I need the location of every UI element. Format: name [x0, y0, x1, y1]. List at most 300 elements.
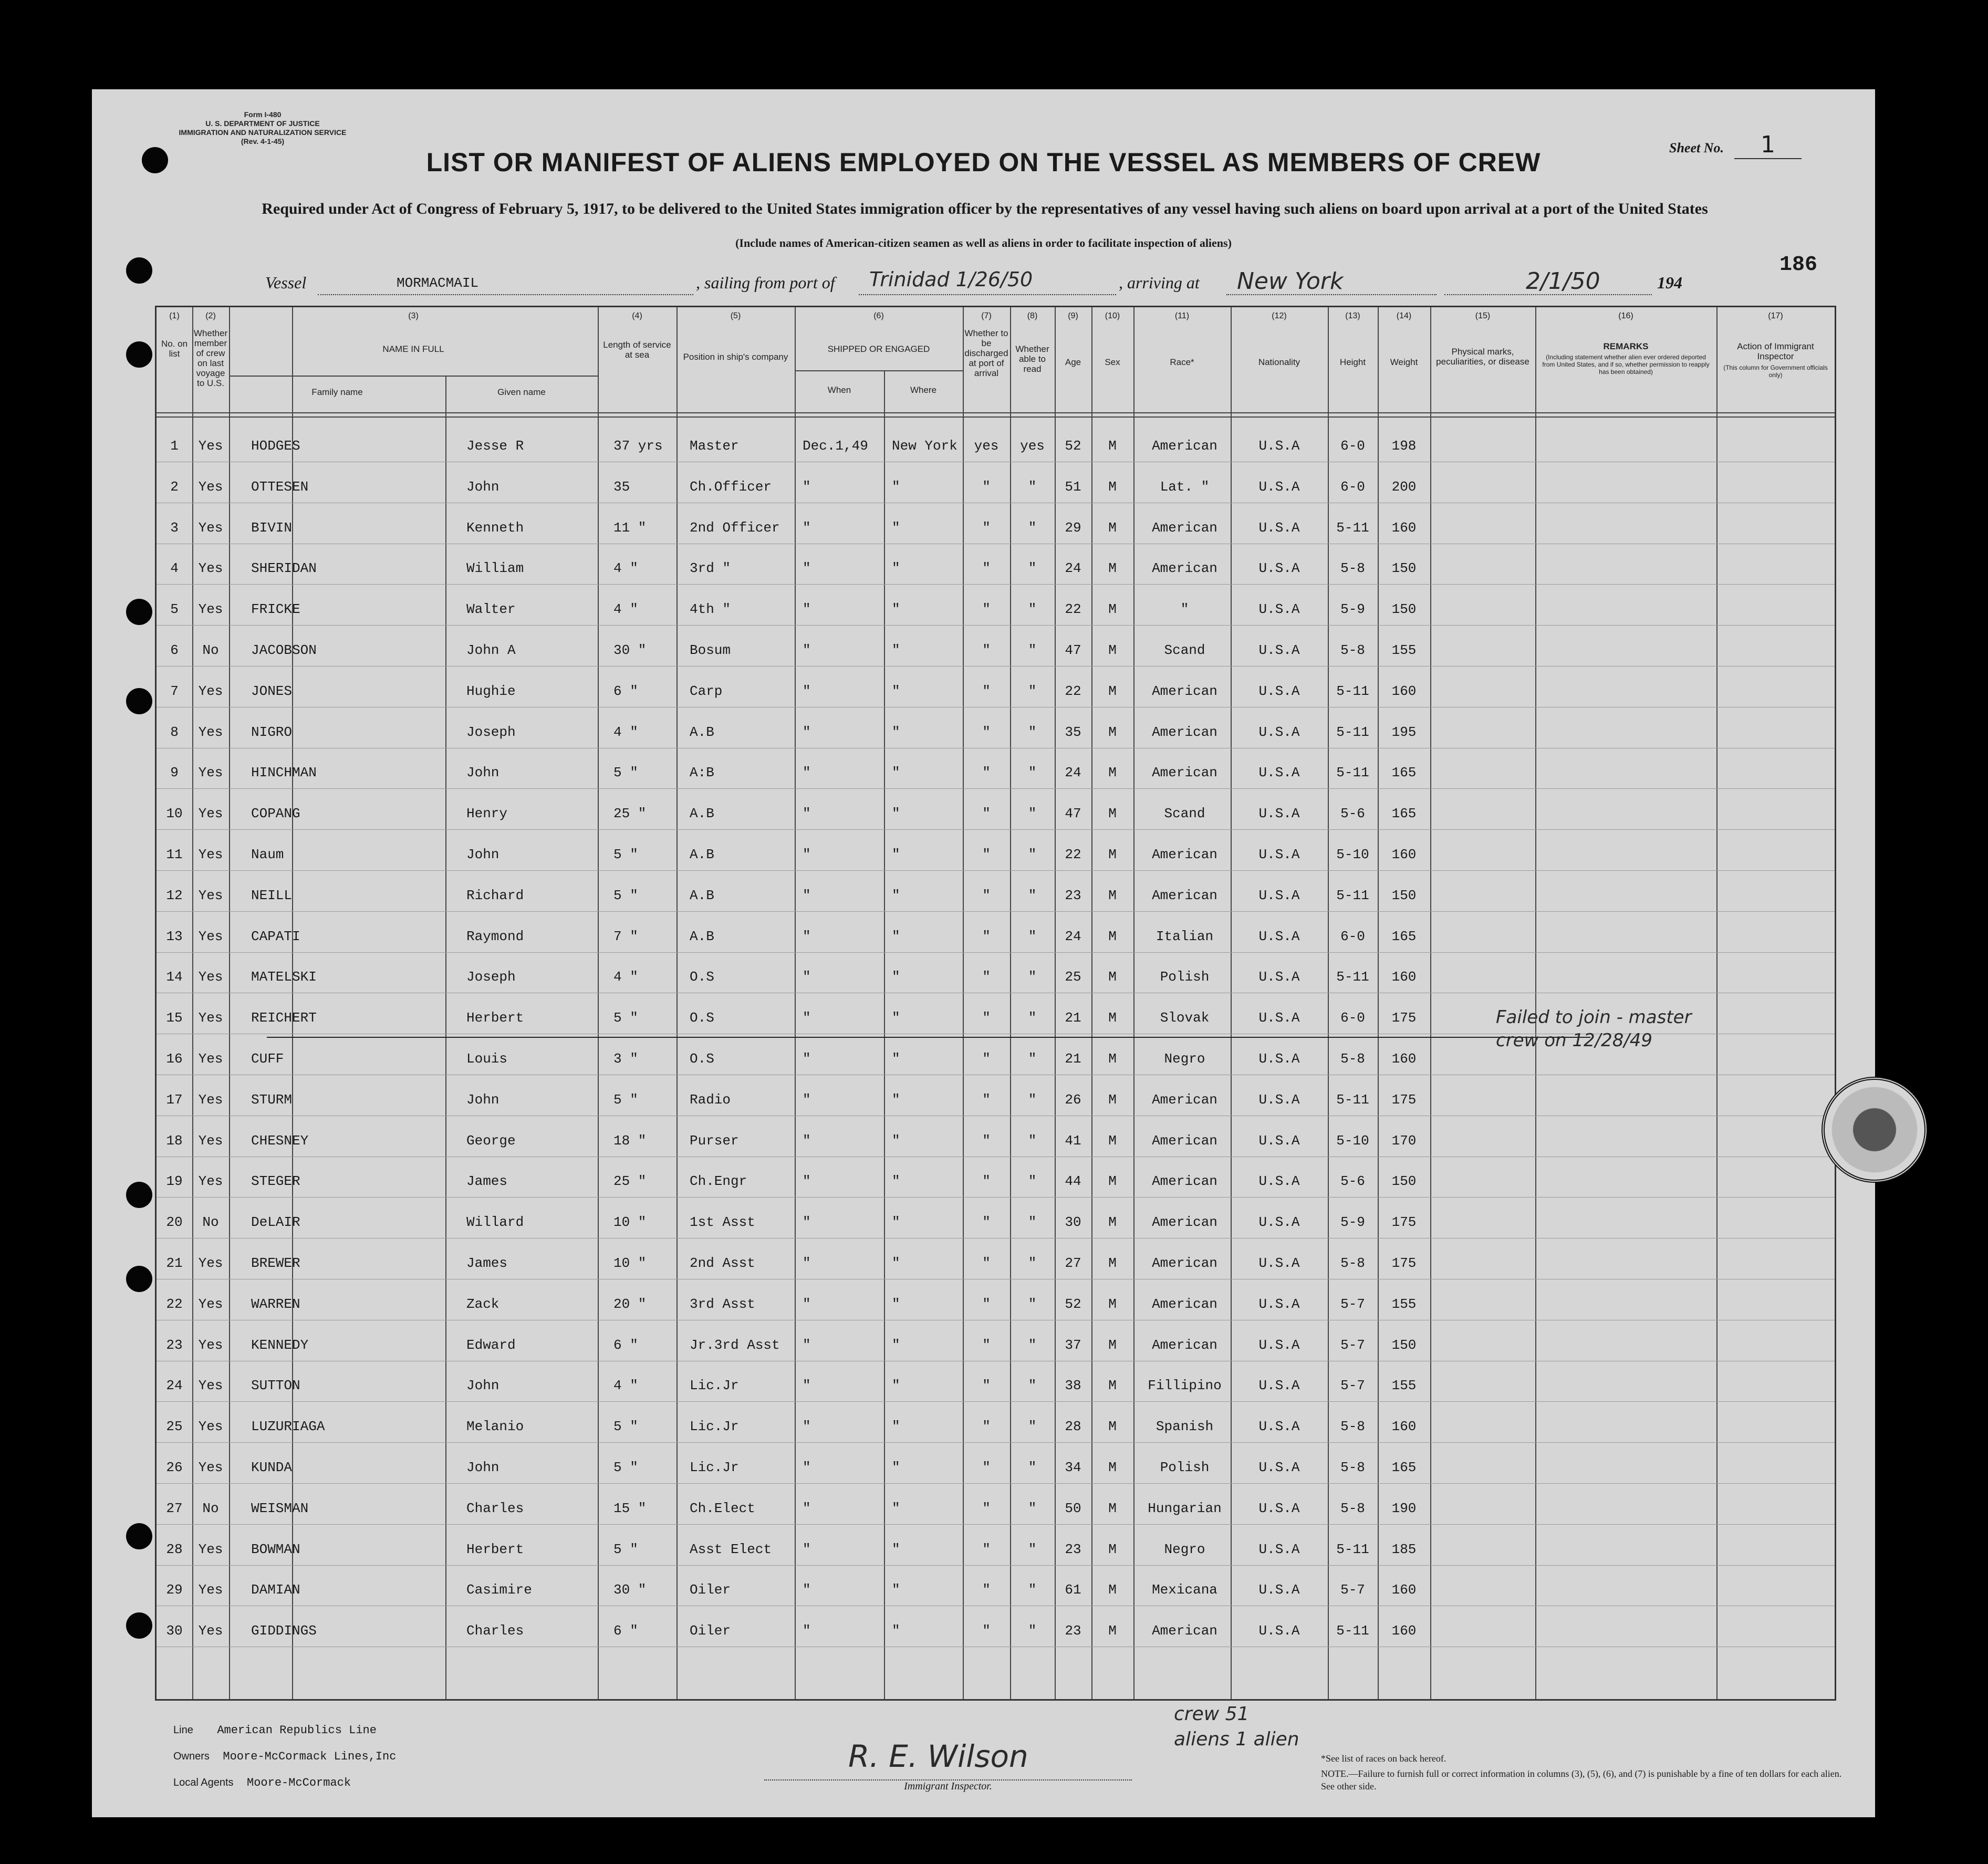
cell-race: American	[1152, 1255, 1217, 1271]
cell-read: "	[1028, 806, 1037, 822]
cell-where: "	[892, 1378, 900, 1394]
cell-sex: M	[1108, 1460, 1117, 1475]
cell-nat: U.S.A	[1258, 969, 1300, 985]
cell-disch: "	[982, 560, 991, 577]
cell-no: 28	[166, 1541, 183, 1557]
col-num: (16)	[1618, 311, 1633, 320]
cell-age: 22	[1065, 601, 1081, 618]
col-header-when: When	[827, 385, 851, 395]
cell-last: Yes	[198, 765, 223, 781]
cell-disch: "	[982, 887, 991, 903]
cell-last: Yes	[198, 1541, 223, 1557]
cell-no: 27	[166, 1500, 183, 1516]
cell-where: "	[892, 969, 900, 985]
cell-where: "	[892, 560, 900, 577]
cell-last: Yes	[198, 560, 223, 577]
table-row	[157, 839, 1835, 871]
cell-last: No	[202, 1500, 219, 1516]
cell-when: "	[803, 765, 811, 781]
cell-age: 22	[1065, 847, 1081, 862]
cell-where: "	[892, 724, 900, 740]
cell-family: LUZURIAGA	[251, 1419, 325, 1435]
col-header-where: Where	[910, 385, 937, 395]
cell-age: 44	[1065, 1173, 1081, 1190]
arriving-label: , arriving at	[1119, 273, 1200, 292]
cell-sex: M	[1108, 724, 1117, 740]
cell-race: American	[1152, 1214, 1217, 1231]
cell-race: Polish	[1160, 1460, 1210, 1475]
cell-race: Scand	[1164, 642, 1205, 658]
cell-position: Lic.Jr	[690, 1419, 739, 1435]
cell-sex: M	[1108, 1132, 1117, 1149]
cell-where: "	[892, 1091, 900, 1108]
cell-where: "	[892, 519, 900, 536]
cell-age: 38	[1065, 1378, 1081, 1394]
cell-sex: M	[1108, 1623, 1117, 1639]
cell-given: Charles	[466, 1623, 524, 1639]
col-num: (1)	[169, 311, 180, 320]
cell-weight: 160	[1391, 1051, 1417, 1067]
col-header-weight: Weight	[1390, 357, 1418, 367]
cell-age: 37	[1065, 1337, 1081, 1353]
cell-disch: "	[982, 601, 991, 618]
cell-family: JONES	[251, 683, 293, 699]
cell-position: Lic.Jr	[690, 1460, 739, 1475]
cell-service: 11 "	[613, 519, 647, 536]
cell-age: 27	[1065, 1255, 1081, 1271]
cell-no: 16	[166, 1051, 183, 1067]
cell-nat: U.S.A	[1258, 1296, 1300, 1312]
cell-position: Asst Elect	[690, 1541, 772, 1557]
cell-position: Oiler	[690, 1623, 731, 1639]
cell-weight: 160	[1391, 1582, 1417, 1598]
cell-race: American	[1152, 1091, 1217, 1108]
cell-sex: M	[1108, 478, 1117, 495]
cell-no: 15	[166, 1010, 183, 1026]
cell-disch: "	[982, 1419, 991, 1435]
col-header-name: NAME IN FULL	[382, 344, 444, 354]
table-row	[157, 962, 1835, 993]
cell-family: BREWER	[251, 1255, 300, 1271]
cell-service: 5 "	[613, 765, 638, 781]
cell-weight: 160	[1391, 683, 1417, 699]
cell-service: 30 "	[613, 1582, 647, 1598]
cell-when: "	[803, 969, 811, 985]
cell-sex: M	[1108, 969, 1117, 985]
col-header-last-voyage: Whether member of crew on last voyage to U.S.	[193, 328, 228, 388]
cell-race: Negro	[1164, 1541, 1205, 1557]
cell-nat: U.S.A	[1258, 601, 1300, 618]
cell-when: "	[803, 601, 811, 618]
cell-height: 5-6	[1340, 806, 1365, 822]
table-row	[157, 676, 1835, 707]
cell-family: HINCHMAN	[251, 765, 317, 781]
cell-no: 17	[166, 1091, 183, 1108]
cell-family: CAPATI	[251, 928, 300, 944]
table-row	[157, 1166, 1835, 1197]
cell-sex: M	[1108, 1091, 1117, 1108]
cell-sex: M	[1108, 1419, 1117, 1435]
table-row	[157, 553, 1835, 585]
cell-weight: 150	[1391, 1337, 1417, 1353]
cell-nat: U.S.A	[1258, 519, 1300, 536]
cell-family: DeLAIR	[251, 1214, 300, 1231]
cell-weight: 165	[1391, 806, 1417, 822]
cell-given: Edward	[466, 1337, 516, 1353]
cell-height: 5-10	[1336, 847, 1369, 862]
col-num: (9)	[1068, 311, 1078, 320]
cell-no: 6	[170, 642, 179, 658]
cell-position: Ch.Officer	[690, 478, 772, 495]
cell-weight: 175	[1391, 1010, 1417, 1026]
cell-disch: "	[982, 928, 991, 944]
cell-when: "	[803, 1378, 811, 1394]
table-row	[157, 1207, 1835, 1238]
punch-hole	[126, 257, 152, 284]
cell-when: "	[803, 1500, 811, 1516]
cell-nat: U.S.A	[1258, 1541, 1300, 1557]
col-header-height: Height	[1339, 357, 1366, 367]
cell-read: "	[1028, 1051, 1037, 1067]
cell-last: Yes	[198, 438, 223, 454]
cell-race: American	[1152, 1623, 1217, 1639]
cell-position: 2nd Asst	[690, 1255, 755, 1271]
cell-given: Charles	[466, 1500, 524, 1516]
cell-nat: U.S.A	[1258, 1091, 1300, 1108]
cell-service: 6 "	[613, 683, 638, 699]
cell-disch: "	[982, 1378, 991, 1394]
cell-disch: "	[982, 683, 991, 699]
cell-given: George	[466, 1132, 516, 1149]
col-num: (3)	[408, 311, 419, 320]
cell-where: "	[892, 478, 900, 495]
cell-nat: U.S.A	[1258, 1051, 1300, 1067]
cell-family: KUNDA	[251, 1460, 293, 1475]
col-header-family-name: Family name	[311, 387, 363, 397]
cell-age: 52	[1065, 1296, 1081, 1312]
cell-family: STURM	[251, 1091, 293, 1108]
cell-position: O.S	[690, 969, 714, 985]
cell-nat: U.S.A	[1258, 724, 1300, 740]
punch-hole	[126, 688, 152, 714]
cell-given: Herbert	[466, 1010, 524, 1026]
cell-position: 4th "	[690, 601, 731, 618]
serial-number: 186	[1779, 253, 1817, 277]
cell-no: 21	[166, 1255, 183, 1271]
cell-race: Negro	[1164, 1051, 1205, 1067]
cell-when: "	[803, 1541, 811, 1557]
cell-age: 24	[1065, 928, 1081, 944]
cell-sex: M	[1108, 601, 1117, 618]
col-num: (11)	[1174, 311, 1190, 320]
owners-value: Moore-McCormack Lines,Inc	[223, 1750, 397, 1763]
punch-hole	[126, 599, 152, 625]
col-num: (10)	[1105, 311, 1120, 320]
cell-height: 5-7	[1340, 1582, 1365, 1598]
table-row	[157, 798, 1835, 830]
cell-where: "	[892, 1541, 900, 1557]
cell-read: "	[1028, 1010, 1037, 1026]
cell-no: 11	[166, 847, 183, 862]
cell-disch: "	[982, 1337, 991, 1353]
cell-position: A.B	[690, 887, 714, 903]
cell-given: James	[466, 1173, 508, 1190]
table-row	[157, 635, 1835, 667]
inspector-signature: R. E. Wilson	[848, 1738, 1028, 1774]
cell-no: 14	[166, 969, 183, 985]
table-row	[157, 1534, 1835, 1566]
table-row	[157, 1248, 1835, 1279]
cell-age: 21	[1065, 1010, 1081, 1026]
cell-nat: U.S.A	[1258, 928, 1300, 944]
vessel-name: MORMACMAIL	[397, 275, 479, 291]
vessel-label: Vessel	[265, 273, 307, 292]
cell-when: "	[803, 683, 811, 699]
cell-family: JACOBSON	[251, 642, 317, 658]
cell-no: 20	[166, 1214, 183, 1231]
sailing-label: , sailing from port of	[696, 273, 835, 292]
cell-weight: 150	[1391, 1173, 1417, 1190]
cell-nat: U.S.A	[1258, 1010, 1300, 1026]
cell-where: "	[892, 1623, 900, 1639]
cell-read: "	[1028, 1500, 1037, 1516]
cell-height: 5-11	[1336, 519, 1369, 536]
cell-nat: U.S.A	[1258, 438, 1300, 454]
cell-when: "	[803, 928, 811, 944]
cell-position: 3rd Asst	[690, 1296, 755, 1312]
cell-service: 30 "	[613, 642, 647, 658]
footer-owners	[173, 1749, 396, 1763]
cell-read: "	[1028, 765, 1037, 781]
cell-read: "	[1028, 969, 1037, 985]
cell-family: FRICKE	[251, 601, 300, 618]
cell-race: American	[1152, 438, 1217, 454]
cell-when: "	[803, 1214, 811, 1231]
cell-when: "	[803, 1091, 811, 1108]
cell-sex: M	[1108, 928, 1117, 944]
cell-family: STEGER	[251, 1173, 300, 1190]
col-num: (4)	[632, 311, 642, 320]
cell-height: 6-0	[1340, 478, 1365, 495]
table-row	[157, 1452, 1835, 1484]
cell-race: American	[1152, 683, 1217, 699]
cell-nat: U.S.A	[1258, 1623, 1300, 1639]
cell-nat: U.S.A	[1258, 1582, 1300, 1598]
col-header-remarks: REMARKS	[1603, 341, 1649, 351]
cell-height: 5-6	[1340, 1173, 1365, 1190]
cell-age: 25	[1065, 969, 1081, 985]
cell-when: "	[803, 806, 811, 822]
cell-read: "	[1028, 724, 1037, 740]
cell-family: Naum	[251, 847, 284, 862]
cell-where: "	[892, 1419, 900, 1435]
cell-last: Yes	[198, 1460, 223, 1475]
col-num: (17)	[1768, 311, 1783, 320]
cell-service: 25 "	[613, 1173, 647, 1190]
cell-when: "	[803, 642, 811, 658]
cell-family: BIVIN	[251, 519, 293, 536]
cell-last: Yes	[198, 1296, 223, 1312]
crew-count-note: crew 51 aliens 1 alien	[1174, 1703, 1299, 1750]
cell-read: yes	[1020, 438, 1045, 454]
table-row	[157, 1575, 1835, 1606]
cell-family: COPANG	[251, 806, 300, 822]
cell-age: 23	[1065, 1541, 1081, 1557]
line-label: Line	[173, 1724, 193, 1736]
cell-read: "	[1028, 1091, 1037, 1108]
cell-given: Melanio	[466, 1419, 524, 1435]
cell-when: "	[803, 847, 811, 862]
cell-sex: M	[1108, 1010, 1117, 1026]
cell-read: "	[1028, 1337, 1037, 1353]
cell-nat: U.S.A	[1258, 1419, 1300, 1435]
cell-read: "	[1028, 1378, 1037, 1394]
cell-where: "	[892, 601, 900, 618]
cell-given: Kenneth	[466, 519, 524, 536]
cell-where: "	[892, 683, 900, 699]
note-text: —Failure to furnish full or correct information in columns (3), (5), (6), and (7) is punishable by a fine of ten dollars for each alien. See other side.	[1321, 1768, 1842, 1792]
cell-sex: M	[1108, 1051, 1117, 1067]
cell-read: "	[1028, 683, 1037, 699]
cell-family: SUTTON	[251, 1378, 300, 1394]
cell-given: Joseph	[466, 724, 516, 740]
footer-line	[173, 1723, 377, 1737]
cell-given: John	[466, 765, 499, 781]
cell-position: 1st Asst	[690, 1214, 755, 1231]
cell-age: 21	[1065, 1051, 1081, 1067]
cell-given: Willard	[466, 1214, 524, 1231]
table-row	[157, 1493, 1835, 1525]
cell-last: Yes	[198, 1419, 223, 1435]
cell-given: Richard	[466, 887, 524, 903]
punch-hole	[126, 1523, 152, 1549]
cell-race: American	[1152, 1337, 1217, 1353]
cell-race: American	[1152, 887, 1217, 903]
cell-disch: "	[982, 847, 991, 862]
cell-last: Yes	[198, 1337, 223, 1353]
cell-nat: U.S.A	[1258, 1214, 1300, 1231]
cell-height: 5-8	[1340, 1419, 1365, 1435]
cell-disch: "	[982, 1460, 991, 1475]
cell-height: 5-7	[1340, 1378, 1365, 1394]
cell-last: Yes	[198, 1623, 223, 1639]
cell-position: Jr.3rd Asst	[690, 1337, 780, 1353]
cell-race: American	[1152, 1132, 1217, 1149]
col-header-race: Race*	[1170, 357, 1194, 367]
cell-age: 30	[1065, 1214, 1081, 1231]
cell-given: John	[466, 478, 499, 495]
cell-nat: U.S.A	[1258, 1255, 1300, 1271]
col-num: (6)	[873, 311, 884, 320]
cell-race: Italian	[1156, 928, 1214, 944]
cell-age: 23	[1065, 887, 1081, 903]
cell-position: 3rd "	[690, 560, 731, 577]
cell-age: 24	[1065, 765, 1081, 781]
col-num: (13)	[1345, 311, 1360, 320]
punch-hole	[126, 1612, 152, 1639]
cell-service: 4 "	[613, 724, 638, 740]
cell-age: 26	[1065, 1091, 1081, 1108]
crew-table	[155, 306, 1836, 1701]
cell-when: "	[803, 1255, 811, 1271]
cell-service: 4 "	[613, 601, 638, 618]
cell-service: 5 "	[613, 887, 638, 903]
cell-sex: M	[1108, 642, 1117, 658]
cell-when: "	[803, 519, 811, 536]
cell-service: 35	[613, 478, 630, 495]
cell-position: Purser	[690, 1132, 739, 1149]
cell-race: Hungarian	[1148, 1500, 1222, 1516]
cell-weight: 150	[1391, 601, 1417, 618]
cell-position: Bosum	[690, 642, 731, 658]
cell-height: 5-8	[1340, 1051, 1365, 1067]
punch-hole	[126, 1182, 152, 1208]
cell-disch: "	[982, 642, 991, 658]
year-label: 194	[1657, 273, 1682, 292]
cell-position: A.B	[690, 806, 714, 822]
cell-service: 5 "	[613, 1460, 638, 1475]
cell-age: 28	[1065, 1419, 1081, 1435]
cell-no: 25	[166, 1419, 183, 1435]
cell-read: "	[1028, 1460, 1037, 1475]
cell-disch: "	[982, 519, 991, 536]
cell-race: "	[1180, 601, 1189, 618]
cell-service: 6 "	[613, 1623, 638, 1639]
cell-age: 47	[1065, 806, 1081, 822]
cell-family: BOWMAN	[251, 1541, 300, 1557]
footer-agents	[173, 1775, 351, 1789]
cell-weight: 160	[1391, 969, 1417, 985]
cell-disch: "	[982, 1541, 991, 1557]
cell-given: Walter	[466, 601, 516, 618]
cell-where: "	[892, 1582, 900, 1598]
cell-last: No	[202, 642, 219, 658]
races-note: *See list of races on back hereof.	[1321, 1753, 1446, 1764]
cell-height: 5-11	[1336, 724, 1369, 740]
cell-nat: U.S.A	[1258, 847, 1300, 862]
cell-race: American	[1152, 1296, 1217, 1312]
cell-last: Yes	[198, 928, 223, 944]
cell-weight: 170	[1391, 1132, 1417, 1149]
col-header-given-name: Given name	[497, 387, 546, 397]
cell-weight: 190	[1391, 1500, 1417, 1516]
cell-weight: 165	[1391, 1460, 1417, 1475]
cell-no: 19	[166, 1173, 183, 1190]
cell-position: Carp	[690, 683, 723, 699]
col-header-discharged: Whether to be discharged at port of arrival	[964, 328, 1008, 378]
cell-disch: "	[982, 969, 991, 985]
cell-height: 5-10	[1336, 1132, 1369, 1149]
cell-given: Jesse R	[466, 438, 524, 454]
sheet-number-value: 1	[1734, 131, 1802, 159]
cell-height: 5-11	[1336, 1091, 1369, 1108]
cell-service: 25 "	[613, 806, 647, 822]
col-num: (2)	[205, 311, 216, 320]
cell-age: 29	[1065, 519, 1081, 536]
cell-height: 5-9	[1340, 1214, 1365, 1231]
cell-read: "	[1028, 642, 1037, 658]
cell-age: 52	[1065, 438, 1081, 454]
col-header-nationality: Nationality	[1258, 357, 1300, 367]
cell-disch: "	[982, 806, 991, 822]
cell-last: Yes	[198, 724, 223, 740]
col-header-position: Position in ship's company	[683, 352, 788, 362]
cell-read: "	[1028, 928, 1037, 944]
cell-height: 5-11	[1336, 765, 1369, 781]
table-row	[157, 594, 1835, 626]
cell-where: "	[892, 1010, 900, 1026]
cell-last: Yes	[198, 1255, 223, 1271]
